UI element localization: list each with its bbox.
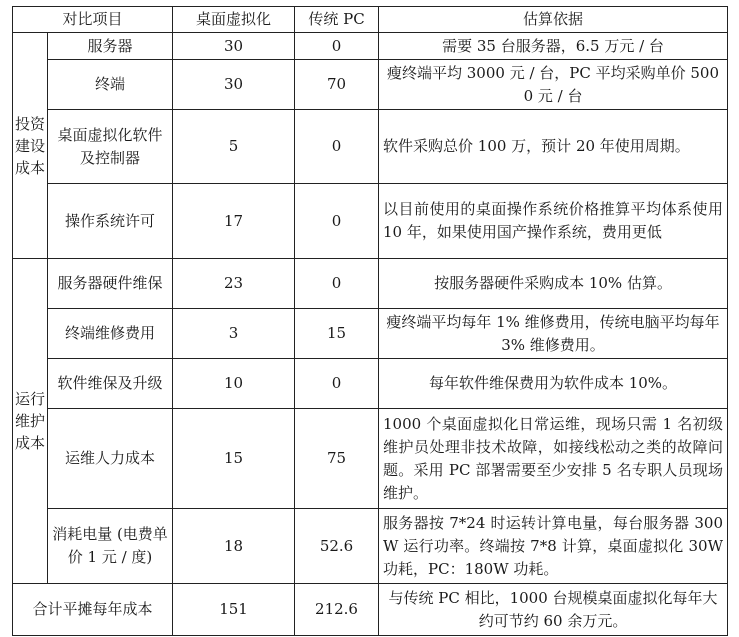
row-item: 服务器 — [48, 33, 173, 60]
table-header-row — [13, 7, 728, 33]
header-item: 对比项目 — [13, 7, 173, 33]
row-pc: 0 — [295, 110, 379, 184]
total-vdi: 151 — [173, 584, 295, 636]
row-item: 操作系统许可 — [48, 184, 173, 259]
row-pc: 0 — [295, 359, 379, 409]
table-row — [13, 33, 728, 60]
table-row — [13, 184, 728, 259]
group-invest: 投资建设成本 — [13, 33, 48, 259]
row-basis: 需要 35 台服务器，6.5 万元 / 台 — [379, 33, 728, 60]
row-basis: 瘦终端平均 3000 元 / 台，PC 平均采购单价 5000 元 / 台 — [379, 60, 728, 110]
row-basis: 每年软件维保费用为软件成本 10%。 — [379, 359, 728, 409]
table-row — [13, 409, 728, 509]
row-basis: 服务器按 7*24 时运转计算电量，每台服务器 300W 运行功率。终端按 7*8 计算，桌面虚拟化 30W 功耗，PC：180W 功耗。 — [379, 509, 728, 584]
row-item: 软件维保及升级 — [48, 359, 173, 409]
table-row — [13, 359, 728, 409]
header-pc: 传统 PC — [295, 7, 379, 33]
row-vdi: 15 — [173, 409, 295, 509]
row-basis: 软件采购总价 100 万，预计 20 年使用周期。 — [379, 110, 728, 184]
table-row — [13, 110, 728, 184]
total-item: 合计平摊每年成本 — [13, 584, 173, 636]
table-row — [13, 309, 728, 359]
row-vdi: 5 — [173, 110, 295, 184]
row-basis: 以目前使用的桌面操作系统价格推算平均体系使用 10 年，如果使用国产操作系统，费用更低 — [379, 184, 728, 259]
row-vdi: 17 — [173, 184, 295, 259]
row-vdi: 23 — [173, 259, 295, 309]
header-vdi: 桌面虚拟化 — [173, 7, 295, 33]
total-basis: 与传统 PC 相比，1000 台规模桌面虚拟化每年大约可节约 60 余万元。 — [379, 584, 728, 636]
row-vdi: 3 — [173, 309, 295, 359]
row-vdi: 30 — [173, 60, 295, 110]
row-item: 服务器硬件维保 — [48, 259, 173, 309]
row-item: 运维人力成本 — [48, 409, 173, 509]
row-vdi: 10 — [173, 359, 295, 409]
total-row — [13, 584, 728, 636]
row-pc: 52.6 — [295, 509, 379, 584]
header-basis: 估算依据 — [379, 7, 728, 33]
row-basis: 按服务器硬件采购成本 10% 估算。 — [379, 259, 728, 309]
row-item: 消耗电量 (电费单价 1 元 / 度) — [48, 509, 173, 584]
total-pc: 212.6 — [295, 584, 379, 636]
table-row — [13, 60, 728, 110]
row-basis: 1000 个桌面虚拟化日常运维，现场只需 1 名初级维护员处理非技术故障，如接线松动之类的故障问题。采用 PC 部署需要至少安排 5 名专职人员现场维护。 — [379, 409, 728, 509]
row-pc: 70 — [295, 60, 379, 110]
table-row — [13, 259, 728, 309]
row-item: 终端 — [48, 60, 173, 110]
cost-comparison-table — [12, 6, 728, 636]
row-pc: 0 — [295, 184, 379, 259]
row-pc: 0 — [295, 259, 379, 309]
row-vdi: 18 — [173, 509, 295, 584]
row-pc: 0 — [295, 33, 379, 60]
row-basis: 瘦终端平均每年 1% 维修费用，传统电脑平均每年 3% 维修费用。 — [379, 309, 728, 359]
group-ops: 运行维护成本 — [13, 259, 48, 584]
row-vdi: 30 — [173, 33, 295, 60]
row-pc: 15 — [295, 309, 379, 359]
row-pc: 75 — [295, 409, 379, 509]
row-item: 桌面虚拟化软件及控制器 — [48, 110, 173, 184]
row-item: 终端维修费用 — [48, 309, 173, 359]
table-row — [13, 509, 728, 584]
